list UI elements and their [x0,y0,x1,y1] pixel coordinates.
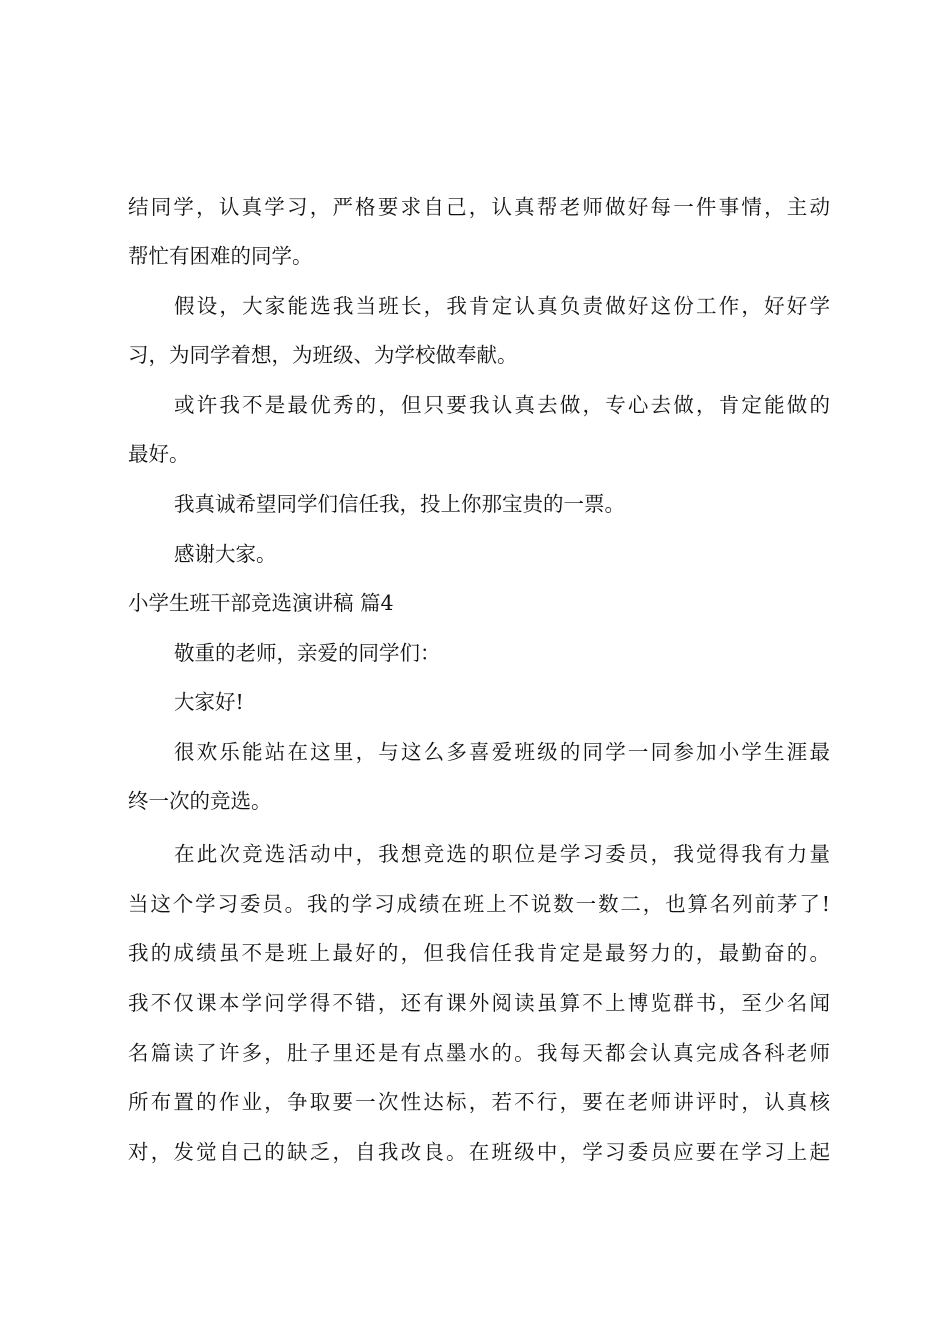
paragraph-3-line-2: 最好。 [128,442,190,466]
paragraph-1-line-1: 结同学，认真学习，严格要求自己，认真帮老师做好每一件事情，主动 [128,195,830,219]
paragraph-9-line-1: 在此次竞选活动中，我想竞选的职位是学习委员，我觉得我有力量 [174,842,830,866]
paragraph-9-line-6: 所布置的作业，争取要一次性达标，若不行，要在老师讲评时，认真核 [128,1090,830,1114]
paragraph-9-line-5: 名篇读了许多，肚子里还是有点墨水的。我每天都会认真完成各科老师 [128,1041,830,1065]
paragraph-2-line-2: 习，为同学着想，为班级、为学校做奉献。 [128,343,518,367]
paragraph-6-line-1: 敬重的老师，亲爱的同学们： [174,641,441,665]
paragraph-9-line-3: 我的成绩虽不是班上最好的，但我信任我肯定是最努力的，最勤奋的。 [128,941,830,965]
section-heading: 小学生班干部竞选演讲稿 篇4 [128,591,394,615]
paragraph-9-line-2: 当这个学习委员。我的学习成绩在班上不说数一数二，也算名列前茅了! [128,892,830,916]
paragraph-9-line-4: 我不仅课本学问学得不错，还有课外阅读虽算不上博览群书，至少名闻 [128,991,830,1015]
paragraph-8-line-2: 终一次的竞选。 [128,789,272,813]
paragraph-8-line-1: 很欢乐能站在这里，与这么多喜爱班级的同学一同参加小学生涯最 [174,740,830,764]
paragraph-7-line-1: 大家好! [174,690,244,714]
paragraph-1-line-2: 帮忙有困难的同学。 [128,244,313,268]
paragraph-3-line-1: 或许我不是最优秀的，但只要我认真去做，专心去做，肯定能做的 [174,393,830,417]
paragraph-9-line-7: 对，发觉自己的缺乏，自我改良。在班级中，学习委员应要在学习上起 [128,1140,830,1164]
paragraph-4-line-1: 我真诚希望同学们信任我，投上你那宝贵的一票。 [174,492,625,516]
paragraph-2-line-1: 假设，大家能选我当班长，我肯定认真负责做好这份工作，好好学 [174,294,830,318]
paragraph-5-line-1: 感谢大家。 [174,542,277,566]
